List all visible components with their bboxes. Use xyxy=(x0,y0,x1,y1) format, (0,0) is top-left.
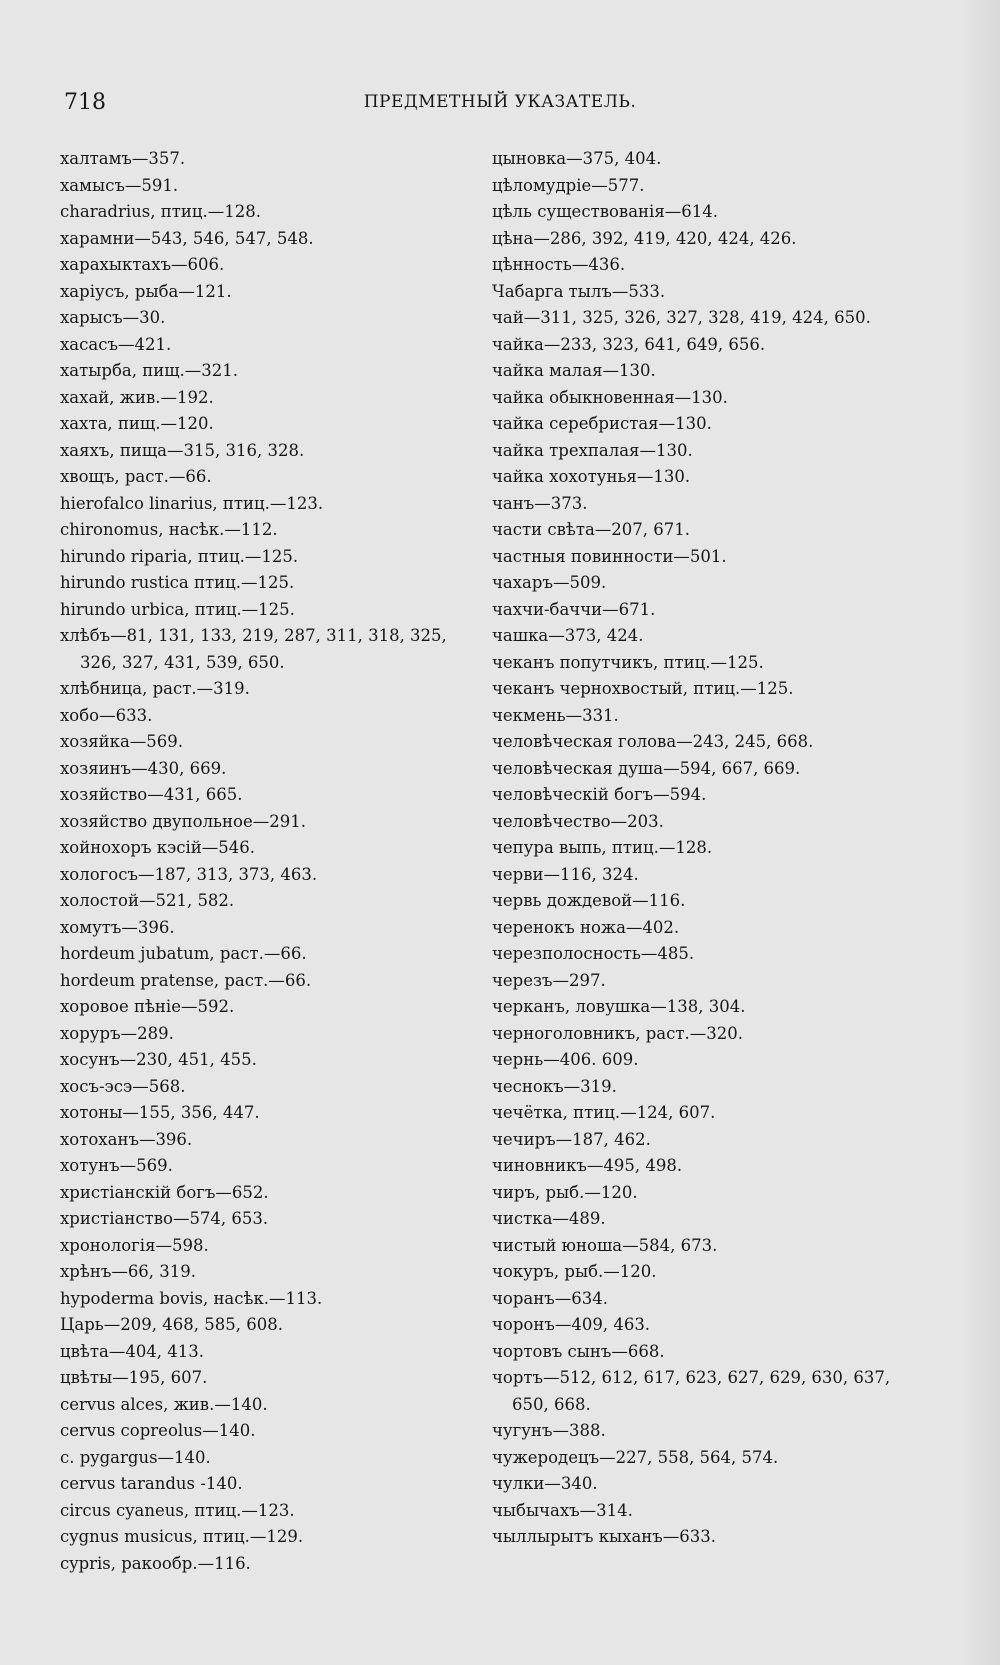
index-entry: чайка обыкновенная—130. xyxy=(492,387,728,407)
index-entry: hirundo riparia, птиц.—125. xyxy=(60,546,299,566)
index-entry: черезъ—297. xyxy=(492,970,606,990)
index-entry: charadrius, птиц.—128. xyxy=(60,202,261,221)
index-entry: чиръ, рыб.—120. xyxy=(492,1182,638,1202)
index-entry: чужеродецъ—227, 558, 564, 574. xyxy=(492,1447,779,1467)
index-entry: хотоны—155, 356, 447. xyxy=(60,1103,260,1122)
index-entry: хосъ-эсэ—568. xyxy=(60,1076,186,1096)
index-entry: чулки—340. xyxy=(492,1474,598,1493)
index-entry: хозяйство—431, 665. xyxy=(60,785,243,804)
index-entry: хлѣбница, раст.—319. xyxy=(60,679,250,698)
index-entry: cervus tarandus -140. xyxy=(60,1474,243,1493)
index-entry: хотунъ—569. xyxy=(60,1156,173,1175)
index-entry: цвѣты—195, 607. xyxy=(60,1368,208,1387)
index-entry: чыбычахъ—314. xyxy=(492,1500,633,1520)
index-entry: чортъ—512, 612, 617, 623, 627, 629, 630, 637, 650, 668. xyxy=(492,1368,891,1414)
index-entry: хоруръ—289. xyxy=(60,1023,174,1043)
running-title: ПРЕДМЕТНЫЙ УКАЗАТЕЛЬ. xyxy=(363,92,637,112)
index-entry: хосунъ—230, 451, 455. xyxy=(60,1050,257,1069)
index-entry: человѣческая голова—243, 245, 668. xyxy=(492,732,814,751)
index-entry: чай—311, 325, 326, 327, 328, 419, 424, 650. xyxy=(492,308,871,327)
index-entry: чечётка, птиц.—124, 607. xyxy=(492,1103,716,1122)
index-entry: цыновка—375, 404. xyxy=(492,149,662,168)
index-entry: черканъ, ловушка—138, 304. xyxy=(492,997,746,1016)
index-entry: хотоханъ—396. xyxy=(60,1129,193,1149)
index-entry: cervus copreolus—140. xyxy=(60,1421,256,1440)
index-entry: хомутъ—396. xyxy=(60,917,175,937)
index-entry: харысъ—30. xyxy=(60,308,166,327)
index-entry: черезполосность—485. xyxy=(492,944,695,963)
index-entry: hypoderma bovis, насѣк.—113. xyxy=(60,1288,323,1308)
index-entry: чоронъ—409, 463. xyxy=(492,1315,651,1334)
index-entry: чиновникъ—495, 498. xyxy=(492,1156,683,1175)
index-entry: чашка—373, 424. xyxy=(492,626,644,645)
index-entry: чеканъ попутчикъ, птиц.—125. xyxy=(492,652,764,672)
index-entry: чистый юноша—584, 673. xyxy=(492,1235,718,1255)
index-entry: чайка—233, 323, 641, 649, 656. xyxy=(492,334,766,354)
index-entry: хвощъ, раст.—66. xyxy=(60,467,212,486)
index-entry: чекмень—331. xyxy=(492,705,619,725)
index-entry: человѣческая душа—594, 667, 669. xyxy=(492,758,801,778)
index-entry: чахчи-баччи—671. xyxy=(492,599,656,619)
index-entry: цвѣта—404, 413. xyxy=(60,1341,205,1361)
index-entry: чыллырытъ кыханъ—633. xyxy=(492,1527,717,1546)
index-entry: hordeum jubatum, раст.—66. xyxy=(60,944,307,963)
index-entry: hirundo urbica, птиц.—125. xyxy=(60,599,295,619)
index-entry: хоровое пѣніе—592. xyxy=(60,997,235,1016)
index-entry: хозяинъ—430, 669. xyxy=(60,758,227,778)
index-entry: христіанскій богъ—652. xyxy=(60,1182,269,1202)
index-entry: чахаръ—509. xyxy=(492,573,607,592)
index-entry: чугунъ—388. xyxy=(492,1421,606,1440)
index-entry: хлѣбъ—81, 131, 133, 219, 287, 311, 318, 325, 326, 327, 431, 539, 650. xyxy=(60,626,447,672)
index-entry: cypris, ракообр.—116. xyxy=(60,1553,251,1573)
index-entry: цѣна—286, 392, 419, 420, 424, 426. xyxy=(492,228,797,248)
index-column-left xyxy=(60,146,460,1577)
index-entry: cygnus musicus, птиц.—129. xyxy=(60,1527,304,1546)
index-entry: хатырба, пищ.—321. xyxy=(60,361,239,380)
index-entry: Царь—209, 468, 585, 608. xyxy=(60,1315,283,1334)
index-entry: чайка хохотунья—130. xyxy=(492,467,691,486)
page-number: 718 xyxy=(64,90,106,115)
index-entry: чортовъ сынъ—668. xyxy=(492,1341,665,1361)
index-entry: части свѣта—207, 671. xyxy=(492,520,691,539)
index-entry: хахай, жив.—192. xyxy=(60,387,214,407)
index-entry: hirundo rustica птиц.—125. xyxy=(60,573,295,592)
index-entry: Чабарга тылъ—533. xyxy=(492,281,666,301)
index-entry: черви—116, 324. xyxy=(492,864,639,884)
index-entry: хозяйство двупольное—291. xyxy=(60,811,306,831)
index-entry: хозяйка—569. xyxy=(60,732,184,751)
index-entry: человѣческій богъ—594. xyxy=(492,785,707,804)
index-entry: чанъ—373. xyxy=(492,493,588,513)
index-entry: частныя повинности—501. xyxy=(492,546,727,566)
index-entry: hordeum pratense, раст.—66. xyxy=(60,970,312,990)
index-entry: христіанство—574, 653. xyxy=(60,1209,269,1228)
index-entry: цѣль существованія—614. xyxy=(492,202,718,221)
index-entry: чеснокъ—319. xyxy=(492,1076,617,1096)
index-entry: cervus alces, жив.—140. xyxy=(60,1394,268,1414)
index-entry: харахыктахъ—606. xyxy=(60,255,225,274)
index-entry: цѣломудріе—577. xyxy=(492,175,645,195)
index-column-right xyxy=(492,146,892,1551)
index-entry: человѣчество—203. xyxy=(492,811,664,831)
index-entry: чайка трехпалая—130. xyxy=(492,440,693,460)
index-entry: хрѣнъ—66, 319. xyxy=(60,1262,197,1281)
index-entry: хологосъ—187, 313, 373, 463. xyxy=(60,864,318,884)
index-entry: чайка малая—130. xyxy=(492,361,656,380)
index-entry: харіусъ, рыба—121. xyxy=(60,281,232,301)
index-entry: чистка—489. xyxy=(492,1209,606,1228)
index-entry: чайка серебристая—130. xyxy=(492,414,712,433)
index-entry: c. pygargus—140. xyxy=(60,1447,211,1467)
index-entry: черноголовникъ, раст.—320. xyxy=(492,1023,743,1043)
index-entry: хронологія—598. xyxy=(60,1235,209,1255)
index-entry: чернь—406. 609. xyxy=(492,1050,639,1069)
index-entry: чеканъ чернохвостый, птиц.—125. xyxy=(492,679,794,698)
index-entry: хасасъ—421. xyxy=(60,334,172,354)
index-entry: circus cyaneus, птиц.—123. xyxy=(60,1500,295,1520)
index-entry: холостой—521, 582. xyxy=(60,891,235,910)
index-entry: червь дождевой—116. xyxy=(492,891,686,910)
index-entry: чечиръ—187, 462. xyxy=(492,1129,651,1149)
index-entry: hierofalco linarius, птиц.—123. xyxy=(60,493,324,513)
index-entry: чокуръ, рыб.—120. xyxy=(492,1262,657,1281)
index-entry: хахта, пищ.—120. xyxy=(60,414,214,433)
page-edge-shadow xyxy=(960,0,1000,1665)
index-entry: хобо—633. xyxy=(60,705,153,725)
index-entry: харамни—543, 546, 547, 548. xyxy=(60,228,314,248)
index-entry: хойнохоръ кэсій—546. xyxy=(60,838,256,857)
index-entry: цѣнность—436. xyxy=(492,255,626,274)
index-entry: черенокъ ножа—402. xyxy=(492,917,680,937)
index-entry: chironomus, насѣк.—112. xyxy=(60,520,278,539)
index-entry: халтамъ—357. xyxy=(60,149,186,168)
index-entry: чепура выпь, птиц.—128. xyxy=(492,838,713,857)
index-entry: чоранъ—634. xyxy=(492,1288,608,1308)
index-entry: хамысъ—591. xyxy=(60,175,179,195)
index-entry: хаяхъ, пища—315, 316, 328. xyxy=(60,440,305,460)
